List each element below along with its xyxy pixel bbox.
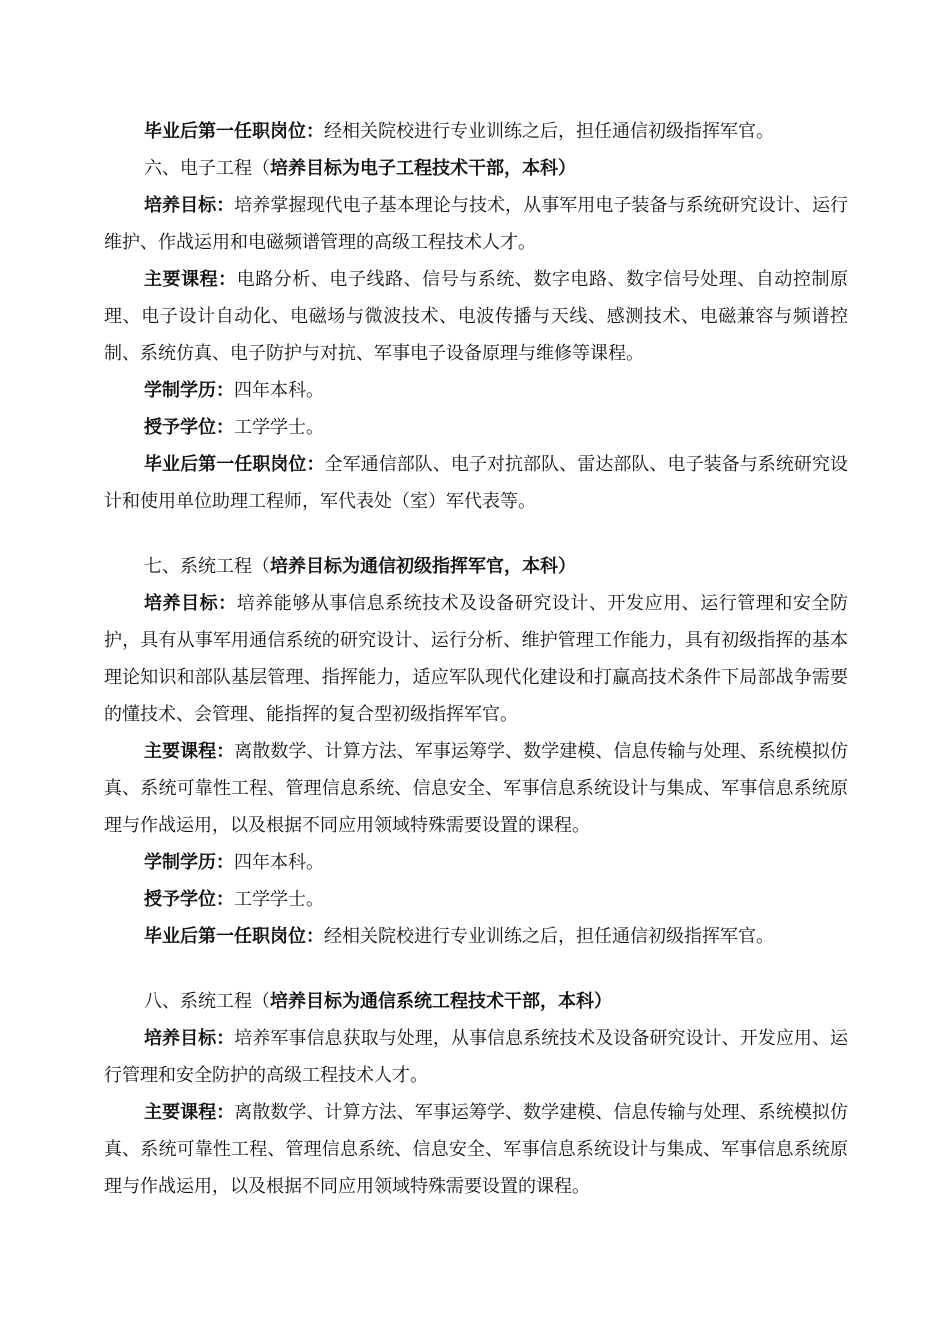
course-text: 离散数学、计算方法、军事运筹学、数学建模、信息传输与处理、系统模拟仿真、系统可靠性工程、管理信息系统、信息安全、军事信息系统设计与集成、军事信息系统原理与作战运用，以及根据不同应用领域特殊需要设置的课程。	[104, 1102, 848, 1197]
section-6-course	[104, 261, 848, 372]
first-post-text: 经相关院校进行专业训练之后，担任通信初级指挥军官。	[324, 121, 774, 142]
section-6-edu	[104, 372, 848, 409]
course-text: 离散数学、计算方法、军事运筹学、数学建模、信息传输与处理、系统模拟仿真、系统可靠性工程、管理信息系统、信息安全、军事信息系统设计与集成、军事信息系统原理与作战运用，以及根据不同应用领域特殊需要设置的课程。	[104, 741, 848, 836]
section-7-title: 七、系统工程（	[144, 556, 270, 577]
section-7-degree	[104, 881, 848, 918]
post-text: 经相关院校进行专业训练之后，担任通信初级指挥军官。	[324, 926, 774, 947]
degree-text: 工学学士。	[234, 417, 324, 438]
goal-text: 培养掌握现代电子基本理论与技术，从事军用电子装备与系统研究设计、运行维护、作战运用和电磁频谱管理的高级工程技术人才。	[104, 195, 848, 253]
section-8-heading	[104, 983, 848, 1020]
section-7-course	[104, 733, 848, 844]
first-post-label: 毕业后第一任职岗位：	[144, 121, 324, 142]
course-label: 主要课程：	[144, 741, 235, 762]
course-text: 电路分析、电子线路、信号与系统、数字电路、数字信号处理、自动控制原理、电子设计自动化、电磁场与微波技术、电波传播与天线、感测技术、电磁兼容与频谱控制、系统仿真、电子防护与对抗、军事电子设备原理与维修等课程。	[104, 269, 848, 364]
course-label: 主要课程：	[144, 1102, 235, 1123]
section-7-heading	[104, 548, 848, 585]
goal-label: 培养目标：	[144, 593, 237, 614]
first-post-paragraph	[104, 113, 848, 150]
section-7-edu	[104, 844, 848, 881]
post-label: 毕业后第一任职岗位：	[144, 454, 325, 475]
goal-label: 培养目标：	[144, 195, 235, 216]
section-7-title-bold: 培养目标为通信初级指挥军官，本科）	[270, 556, 576, 577]
edu-label: 学制学历：	[144, 852, 234, 873]
section-6-post	[104, 446, 848, 520]
edu-text: 四年本科。	[234, 852, 324, 873]
section-8-course	[104, 1094, 848, 1205]
goal-label: 培养目标：	[144, 1028, 235, 1049]
section-8-goal	[104, 1020, 848, 1094]
section-6-heading	[104, 150, 848, 187]
section-7-goal	[104, 585, 848, 733]
section-6-title: 六、电子工程（	[144, 158, 270, 179]
section-6-degree	[104, 409, 848, 446]
degree-label: 授予学位：	[144, 889, 234, 910]
section-gap	[104, 520, 848, 548]
document-page	[104, 113, 848, 1205]
degree-text: 工学学士。	[234, 889, 324, 910]
section-8-title: 八、系统工程（	[144, 991, 270, 1012]
goal-text: 培养军事信息获取与处理，从事信息系统技术及设备研究设计、开发应用、运行管理和安全防护的高级工程技术人才。	[104, 1028, 848, 1086]
course-label: 主要课程：	[144, 269, 237, 290]
goal-text: 培养能够从事信息系统技术及设备研究设计、开发应用、运行管理和安全防护，具有从事军用通信系统的研究设计、运行分析、维护管理工作能力，具有初级指挥的基本理论知识和部队基层管理、指挥能力，适应军队现代化建设和打赢高技术条件下局部战争需要的懂技术、会管理、能指挥的复合型初级指挥军官。	[104, 593, 848, 725]
post-text: 全军通信部队、电子对抗部队、雷达部队、电子装备与系统研究设计和使用单位助理工程师，军代表处（室）军代表等。	[104, 454, 849, 512]
edu-text: 四年本科。	[234, 380, 324, 401]
post-label: 毕业后第一任职岗位：	[144, 926, 324, 947]
edu-label: 学制学历：	[144, 380, 234, 401]
section-6-title-bold: 培养目标为电子工程技术干部，本科）	[270, 158, 576, 179]
section-7-post	[104, 918, 848, 955]
section-gap	[104, 955, 848, 983]
section-8-title-bold: 培养目标为通信系统工程技术干部，本科）	[270, 991, 612, 1012]
degree-label: 授予学位：	[144, 417, 234, 438]
section-6-goal	[104, 187, 848, 261]
